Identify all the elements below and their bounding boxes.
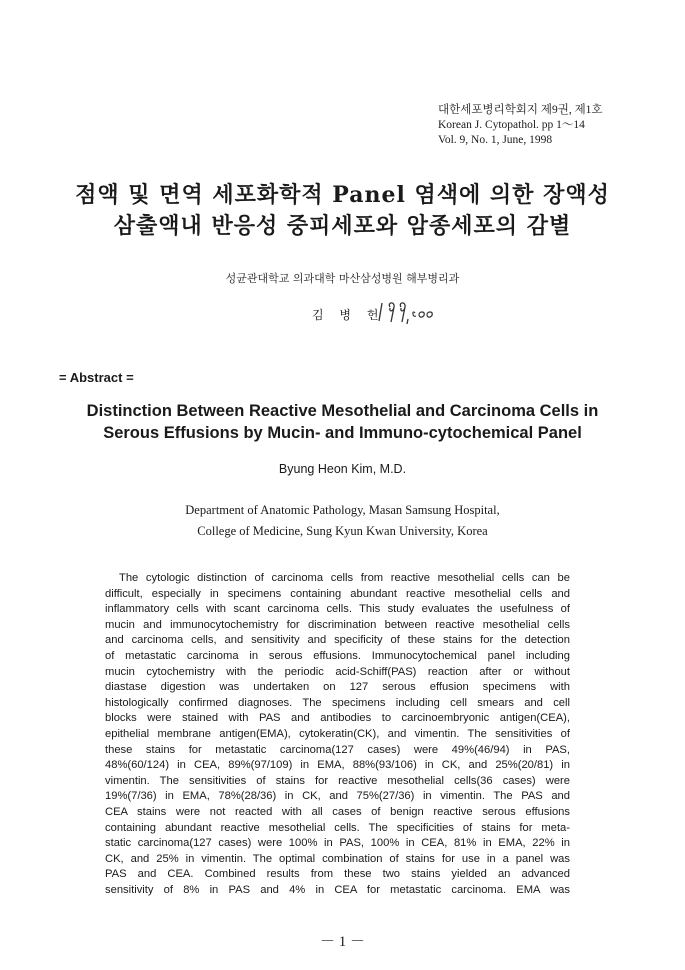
abstract-heading: = Abstract = <box>59 370 134 385</box>
english-title <box>40 400 645 444</box>
abstract-line: and carcinoma cells, and sensitivity and specificity of these stains for the detection <box>105 634 570 647</box>
abstract-body <box>105 571 570 898</box>
abstract-line: 19%(7/36) in EMA, 78%(28/36) in CK, and 75%(27/36) in vimentin. The PAS and <box>105 790 570 803</box>
handwritten-annotation <box>378 299 440 325</box>
abstract-line: mucin cytochemistry with the periodic acid-Schiff(PAS) reaction after or without <box>105 665 570 678</box>
english-affiliation <box>0 500 685 542</box>
abstract-line: inflammatory cells with scant carcinoma cells. This study evaluates the usefulness of <box>105 603 570 616</box>
abstract-line: sensitivity of 8% in PAS and 4% in CEA for metastatic carcinoma. EMA was <box>105 883 570 896</box>
abstract-line: PAS and CEA. Combined results from these two stains yielded an advanced <box>105 868 570 881</box>
english-author: Byung Heon Kim, M.D. <box>278 462 407 476</box>
abstract-line: blocks were stained with PAS and antibodies to carcinoembryonic antigen(CEA), <box>105 712 570 725</box>
abstract-line: static carcinoma(127 cases) were 100% in PAS, 100% in CEA, 81% in EMA, 22% in <box>105 837 570 850</box>
english-affiliation-line-1: Department of Anatomic Pathology, Masan Samsung Hospital, <box>185 503 500 517</box>
abstract-line: mucin and immunocytochemistry for discrimination between reactive mesothelial cells <box>105 618 570 631</box>
english-affiliation-line-2: College of Medicine, Sung Kyun Kwan University, Korea <box>197 524 488 538</box>
abstract-line: The cytologic distinction of carcinoma cells from reactive mesothelial cells can be <box>119 572 570 584</box>
abstract-line: vimentin. The sensitivities of stains for reactive mesothelial cells(36 cases) were <box>105 774 570 787</box>
page-number: － 1 － <box>319 934 365 950</box>
korean-author: 김 병 헌 <box>312 308 385 322</box>
journal-citation <box>438 103 638 148</box>
english-title-line-2: Serous Effusions by Mucin- and Immuno-cytochemical Panel <box>103 424 582 442</box>
abstract-line: CK, and 25% in vimentin. The optimal combination of stains for use in a panel was <box>105 852 570 865</box>
journal-volume: Vol. 9, No. 1, June, 1998 <box>438 134 553 146</box>
abstract-line: these stains for metastatic carcinoma(127 cases) were 49%(46/94) in PAS, <box>105 743 570 756</box>
abstract-line: epithelial membrane antigen(EMA), cytokeratin(CK), and vimentin. The sensitivities of <box>105 727 570 740</box>
korean-title <box>40 180 645 242</box>
english-title-line-1: Distinction Between Reactive Mesothelial and Carcinoma Cells in <box>86 402 599 420</box>
journal-name-english: Korean J. Cytopathol. pp 1～14 <box>438 119 585 131</box>
korean-affiliation: 성균관대학교 의과대학 마산삼성병원 해부병리과 <box>225 272 460 285</box>
abstract-line: of metastatic carcinoma in serous effusions. Immunocytochemical panel including <box>105 649 570 662</box>
korean-title-line-2: 삼출액내 반응성 중피세포와 암종세포의 감별 <box>113 213 572 239</box>
journal-name-korean: 대한세포병리학회지 제9권, 제1호 <box>438 104 603 116</box>
korean-title-line-1: 점액 및 면역 세포화학적 Panel 염색에 의한 장액성 <box>75 182 610 208</box>
abstract-line: containing abundant reactive mesothelial cells. The specificities of stains for meta- <box>105 821 570 834</box>
abstract-line: CEA stains were not reacted with all cases of benign reactive serous effusions <box>105 805 570 818</box>
abstract-line: histologically confirmed diagnoses. The specimens including cell smears and cell <box>105 696 570 709</box>
abstract-line: 48%(60/124) in CEA, 89%(97/109) in EMA, 88%(93/106) in CK, and 25%(20/81) in <box>105 759 570 772</box>
abstract-line: diastase digestion was undertaken on 127 serous effusion specimens with <box>105 681 570 694</box>
abstract-line: difficult, especially in specimens containing abundant reactive mesothelial cells and <box>105 587 570 600</box>
